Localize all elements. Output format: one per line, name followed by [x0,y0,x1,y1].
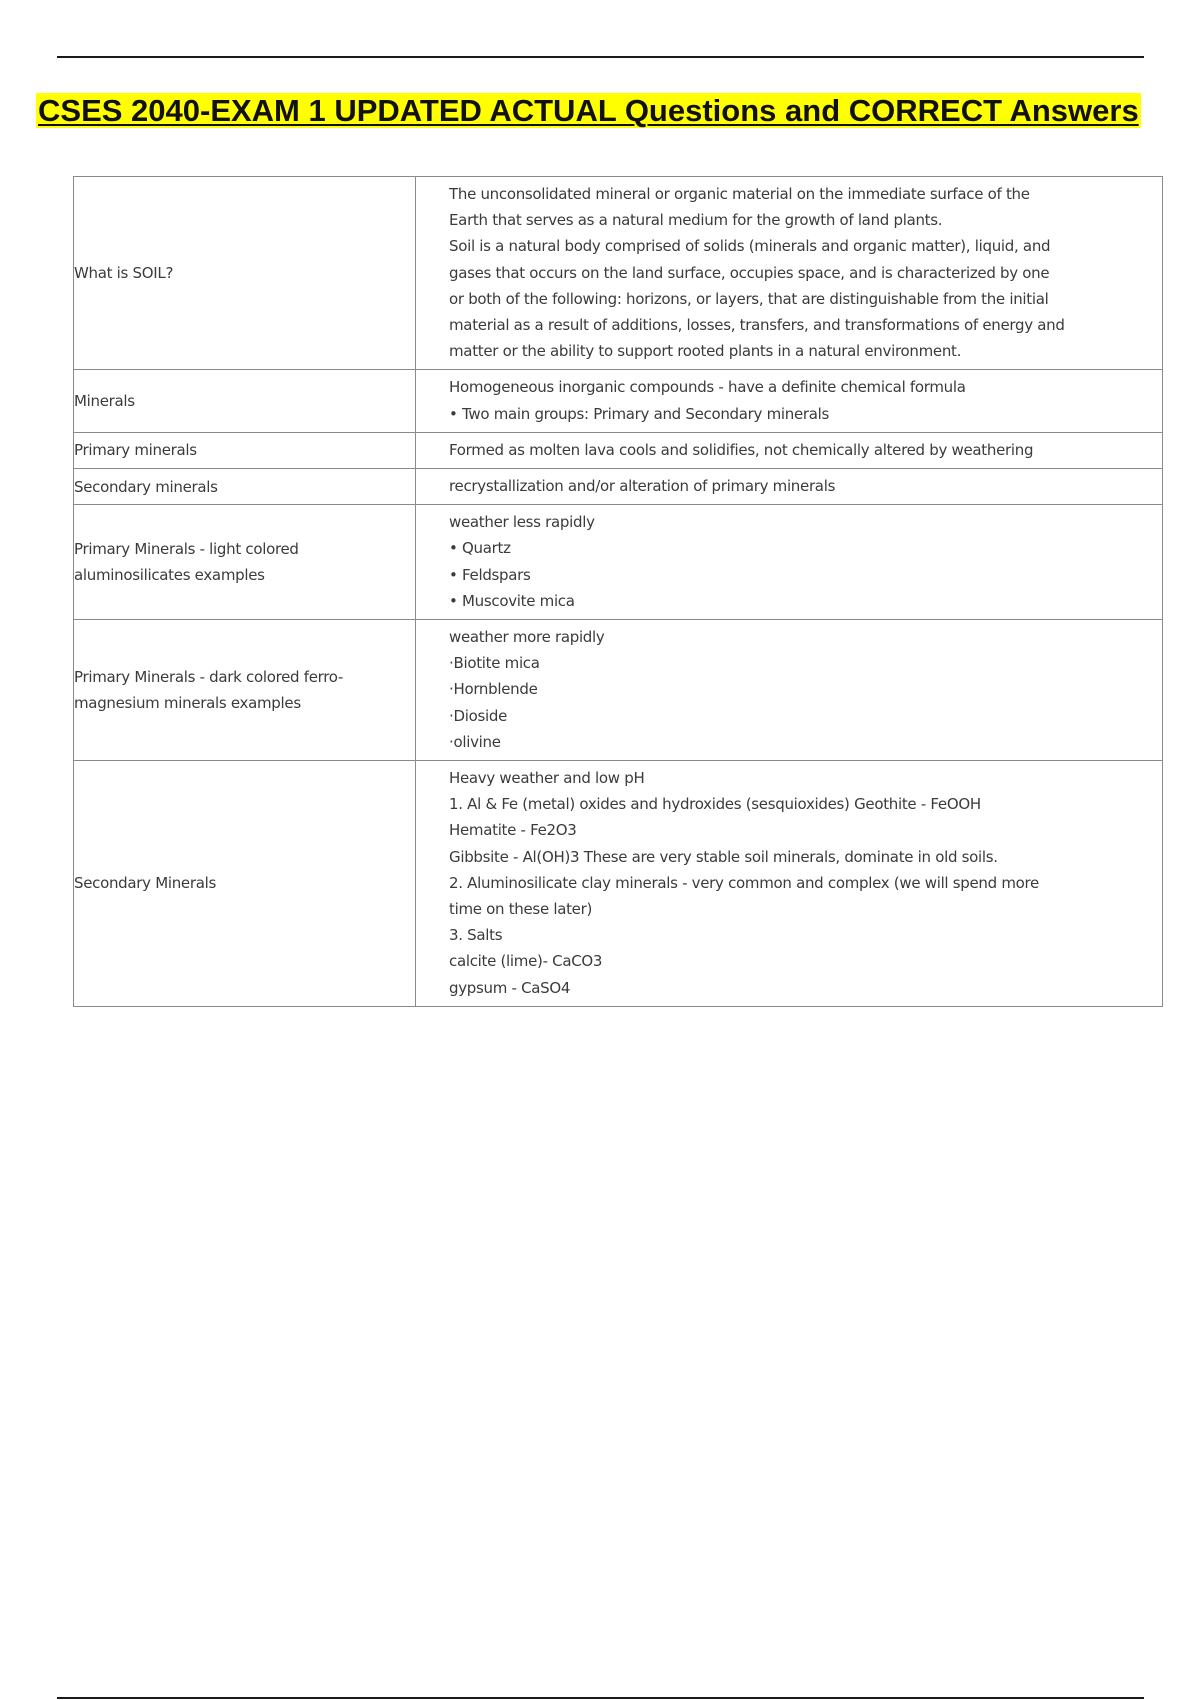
qa-row [74,177,1163,370]
question-text: aluminosilicates examples [74,566,265,585]
answer-line: Hematite - Fe2O3 [449,821,577,840]
qa-row [74,761,1163,1007]
answer-line: Gibbsite - Al(OH)3 These are very stable soil minerals, dominate in old soils. [449,847,998,866]
answer-line: 3. Salts [449,926,503,945]
answer-line: Soil is a natural body comprised of solids (minerals and organic matter), liquid, and [449,237,1051,256]
qa-table [73,176,1163,1007]
answer-line: recrystallization and/or alteration of primary minerals [449,477,836,496]
answer-line: gypsum - CaSO4 [449,978,571,997]
answer-line: or both of the following: horizons, or layers, that are distinguishable from the initial [449,289,1049,308]
footer-rule [57,1697,1144,1699]
answer-line: time on these later) [449,900,593,919]
question-cell [74,761,416,1007]
question-text: magnesium minerals examples [74,694,301,713]
answer-cell [416,761,1163,1007]
answer-line: The unconsolidated mineral or organic material on the immediate surface of the [449,185,1030,203]
answer-line: Earth that serves as a natural medium for the growth of land plants. [449,211,943,230]
question-cell [74,177,416,370]
header-rule [57,56,1144,58]
answer-line: ·olivine [449,732,501,751]
qa-row [74,505,1163,620]
answer-line: material as a result of additions, losses, transfers, and transformations of energy and [449,316,1065,335]
answer-line: weather more rapidly [449,628,605,647]
document-title [36,92,1141,130]
answer-line: 1. Al & Fe (metal) oxides and hydroxides (sesquioxides) Geothite - FeOOH [449,795,981,814]
answer-line: • Two main groups: Primary and Secondary minerals [449,404,830,423]
answer-line: weather less rapidly [449,513,595,532]
answer-line: ·Hornblende [449,680,538,699]
question-cell [74,469,416,505]
question-text: Secondary Minerals [74,874,216,893]
answer-line: Homogeneous inorganic compounds - have a definite chemical formula [449,378,966,397]
question-cell [74,370,416,432]
qa-row [74,370,1163,432]
question-cell [74,432,416,468]
document-title-text: CSES 2040-EXAM 1 UPDATED ACTUAL Questions and CORRECT Answers [38,93,1139,128]
question-text: Secondary minerals [74,477,218,496]
answer-cell [416,620,1163,761]
qa-row [74,469,1163,505]
answer-line: Formed as molten lava cools and solidifies, not chemically altered by weathering [449,440,1034,459]
answer-cell [416,505,1163,620]
answer-cell [416,432,1163,468]
answer-line: Heavy weather and low pH [449,769,645,788]
answer-line: ·Biotite mica [449,654,540,673]
answer-line: • Quartz [449,539,511,558]
answer-cell [416,370,1163,432]
answer-line: calcite (lime)- CaCO3 [449,952,603,971]
question-text: What is SOIL? [74,264,174,283]
question-text: Minerals [74,392,135,411]
question-text: Primary Minerals - light colored [74,539,299,558]
answer-cell [416,469,1163,505]
answer-line: • Muscovite mica [449,591,575,610]
answer-cell [416,177,1163,370]
answer-line: matter or the ability to support rooted plants in a natural environment. [449,342,962,361]
answer-line: • Feldspars [449,565,531,584]
qa-row [74,620,1163,761]
qa-table-body [74,177,1163,1007]
question-text: Primary Minerals - dark colored ferro- [74,667,344,686]
qa-row [74,432,1163,468]
question-cell [74,505,416,620]
answer-line: 2. Aluminosilicate clay minerals - very common and complex (we will spend more [449,873,1039,892]
question-cell [74,620,416,761]
answer-line: ·Dioside [449,706,507,725]
answer-line: gases that occurs on the land surface, occupies space, and is characterized by one [449,263,1050,282]
question-text: Primary minerals [74,441,197,460]
